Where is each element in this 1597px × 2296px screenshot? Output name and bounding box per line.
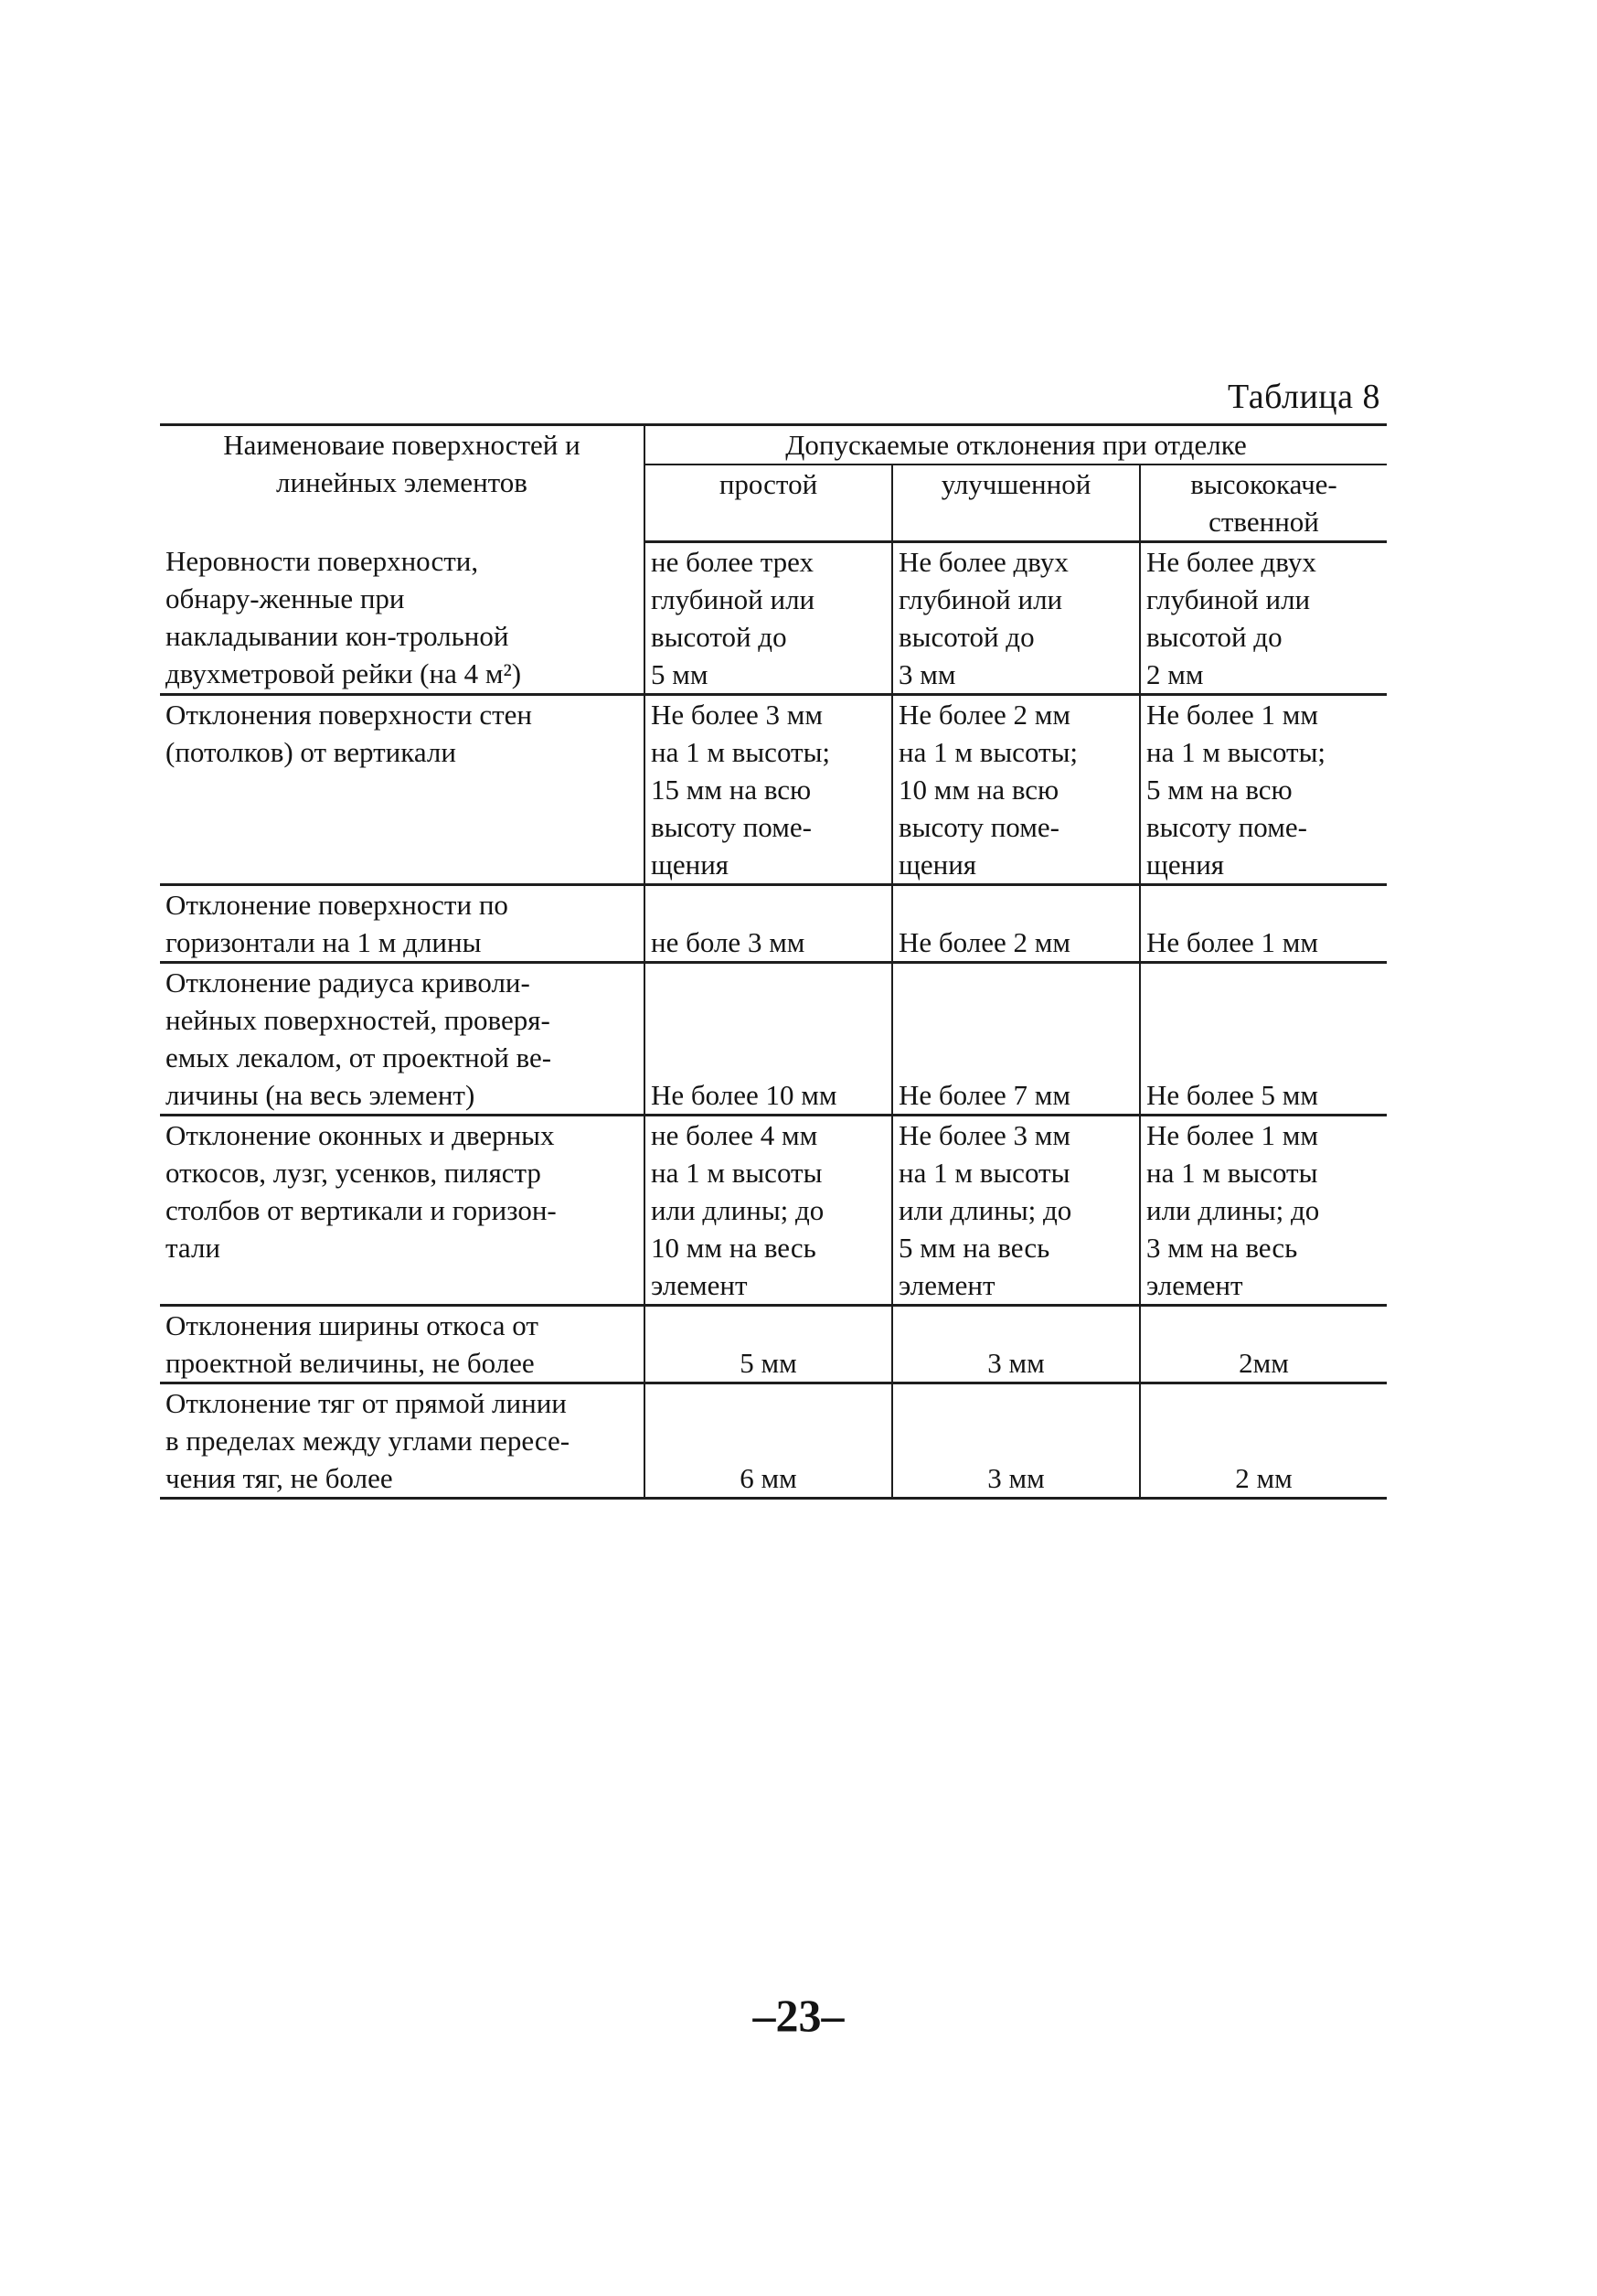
header-surface-name: Наименоваие поверхностей и линейных элементов <box>160 425 644 542</box>
table-row <box>160 1306 1387 1383</box>
tolerance-table <box>160 423 1387 1500</box>
cell-improved: 3 мм <box>892 1383 1140 1499</box>
cell-improved: Не более двух глубиной или высотой до 3 мм <box>892 542 1140 695</box>
table-row <box>160 542 1387 695</box>
row-name: Отклонения поверхности стен (потолков) от вертикали <box>160 695 644 885</box>
row-name: Отклонение поверхности по горизонтали на 1 м длины <box>160 885 644 963</box>
cell-high-quality: Не более 1 мм <box>1140 885 1387 963</box>
row-name: Отклонение тяг от прямой линии в пределах между углами пересе- чения тяг, не более <box>160 1383 644 1499</box>
header-improved: улучшенной <box>892 465 1140 542</box>
row-name: Отклонения ширины откоса от проектной величины, не более <box>160 1306 644 1383</box>
cell-simple: не более трех глубиной или высотой до 5 мм <box>644 542 892 695</box>
cell-simple: не более 4 мм на 1 м высоты или длины; до 10 мм на весь элемент <box>644 1116 892 1306</box>
cell-high-quality: 2 мм <box>1140 1383 1387 1499</box>
cell-improved: 3 мм <box>892 1306 1140 1383</box>
table-row <box>160 963 1387 1116</box>
cell-high-quality: Не более 1 мм на 1 м высоты или длины; до 3 мм на весь элемент <box>1140 1116 1387 1306</box>
cell-high-quality: 2мм <box>1140 1306 1387 1383</box>
cell-high-quality: Не более двух глубиной или высотой до 2 мм <box>1140 542 1387 695</box>
cell-improved: Не более 2 мм на 1 м высоты; 10 мм на всю высоту поме- щения <box>892 695 1140 885</box>
table-caption: Таблица 8 <box>1227 378 1380 416</box>
cell-improved: Не более 7 мм <box>892 963 1140 1116</box>
cell-simple: 5 мм <box>644 1306 892 1383</box>
cell-simple: Не более 10 мм <box>644 963 892 1116</box>
header-high-quality: высококаче- ственной <box>1140 465 1387 542</box>
header-simple: простой <box>644 465 892 542</box>
cell-simple: Не более 3 мм на 1 м высоты; 15 мм на всю высоту поме- щения <box>644 695 892 885</box>
row-name: Отклонение оконных и дверных откосов, лузг, усенков, пилястр столбов от вертикали и горизон- тали <box>160 1116 644 1306</box>
table-row <box>160 885 1387 963</box>
cell-high-quality: Не более 5 мм <box>1140 963 1387 1116</box>
header-allowed-deviations: Допускаемые отклонения при отделке <box>644 425 1387 465</box>
cell-simple: не боле 3 мм <box>644 885 892 963</box>
table-row <box>160 1383 1387 1499</box>
page-number: –23– <box>752 1990 845 2041</box>
row-name: Неровности поверхности, обнару-женные при накладывании кон-трольной двухметровой рейки (на 4 м²) <box>160 542 644 695</box>
table-row <box>160 1116 1387 1306</box>
cell-improved: Не более 2 мм <box>892 885 1140 963</box>
cell-simple: 6 мм <box>644 1383 892 1499</box>
row-name: Отклонение радиуса криволи- нейных поверхностей, проверя- емых лекалом, от проектной ве- личины (на весь элемент) <box>160 963 644 1116</box>
cell-high-quality: Не более 1 мм на 1 м высоты; 5 мм на всю высоту поме- щения <box>1140 695 1387 885</box>
table-row <box>160 695 1387 885</box>
cell-improved: Не более 3 мм на 1 м высоты или длины; до 5 мм на весь элемент <box>892 1116 1140 1306</box>
